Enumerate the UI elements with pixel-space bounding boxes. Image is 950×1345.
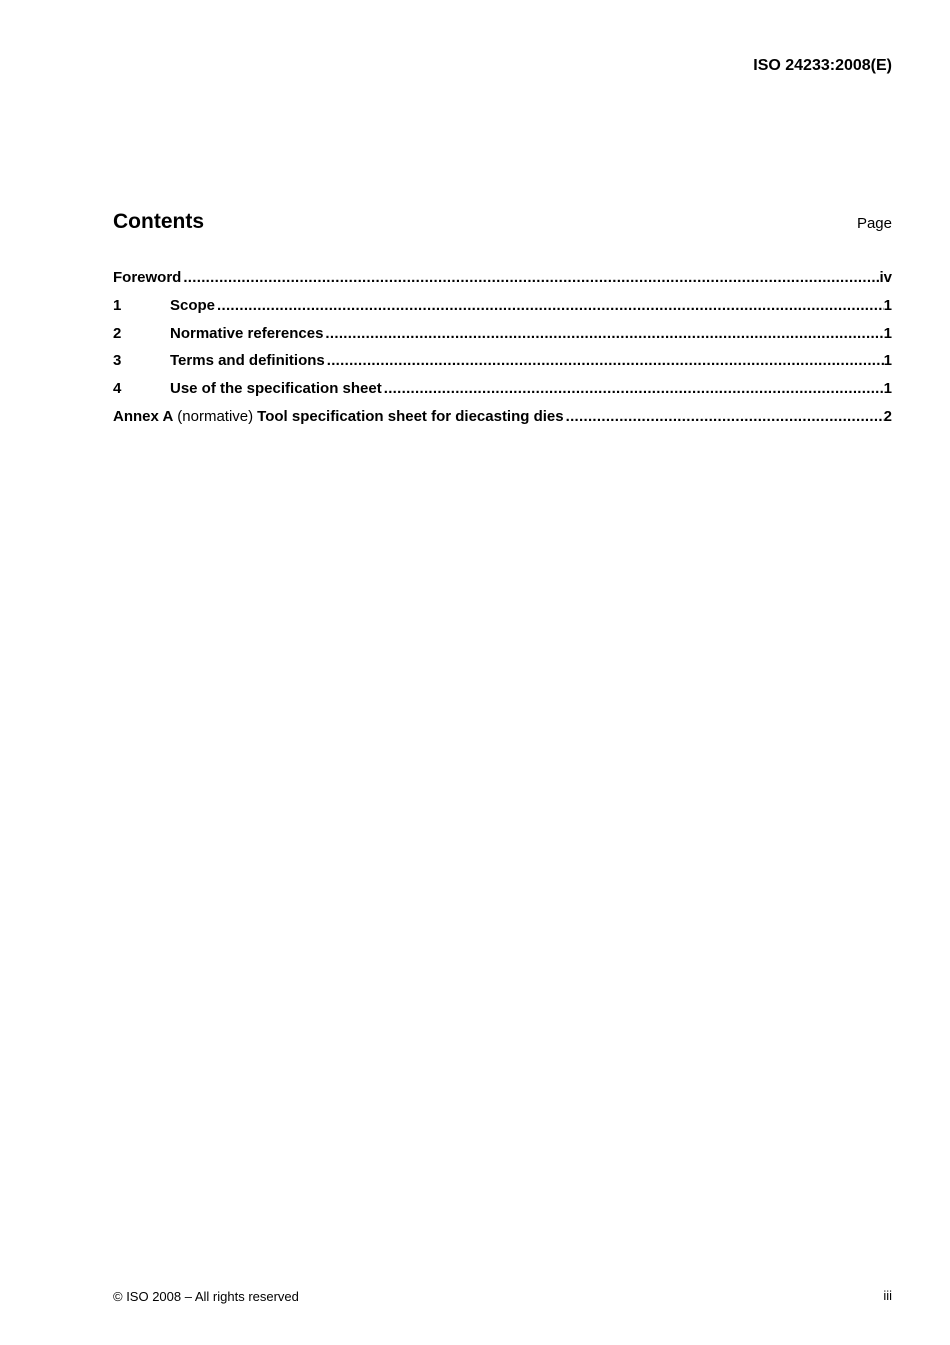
toc-entry-page: 1: [883, 296, 892, 314]
toc-entry-page: 1: [883, 352, 892, 370]
toc-entry-page: 1: [883, 380, 892, 398]
page-number: iii: [883, 1288, 892, 1303]
toc-entry-title: Foreword: [113, 269, 182, 286]
toc-entry-use-of-specification-sheet[interactable]: [113, 379, 892, 407]
dot-leader: [215, 296, 884, 316]
toc-entry-number: 1: [113, 296, 122, 314]
toc-entry-title: Terms and definitions: [170, 352, 325, 370]
toc-entry-scope[interactable]: [113, 296, 892, 324]
page-column-label: Page: [856, 215, 892, 232]
toc-entry-number: 3: [113, 352, 122, 370]
contents-title: Contents: [113, 210, 204, 233]
dot-leader: [564, 407, 884, 427]
toc-entry-page: 2: [883, 407, 892, 425]
toc-entry-subtitle: Tool specification sheet for diecasting dies: [257, 407, 564, 425]
dot-leader: [323, 324, 883, 344]
document-id: ISO 24233:2008(E): [753, 57, 892, 74]
toc-entry-title: Scope: [170, 296, 216, 314]
toc-entry-qualifier: (normative): [177, 407, 254, 425]
toc-entry-number: 2: [113, 324, 122, 342]
toc-entry-normative-references[interactable]: [113, 324, 892, 352]
toc-entry-title: Normative references: [170, 324, 324, 342]
contents-header: [113, 208, 892, 238]
toc-entry-foreword[interactable]: [113, 268, 892, 296]
toc-entry-title: Use of the specification sheet: [170, 380, 382, 398]
toc-entry-page: iv: [879, 269, 892, 286]
dot-leader: [382, 379, 884, 399]
toc-entry-number: 4: [113, 380, 122, 398]
toc-entry-annex-a[interactable]: [113, 407, 892, 435]
toc-entry-page: 1: [883, 324, 892, 342]
copyright-notice: © ISO 2008 – All rights reserved: [113, 1289, 299, 1304]
toc-entry-terms-and-definitions[interactable]: [113, 351, 892, 379]
dot-leader: [325, 351, 884, 371]
toc-entry-title: Annex A: [113, 407, 174, 425]
table-of-contents: [113, 268, 892, 435]
dot-leader: [181, 268, 879, 288]
